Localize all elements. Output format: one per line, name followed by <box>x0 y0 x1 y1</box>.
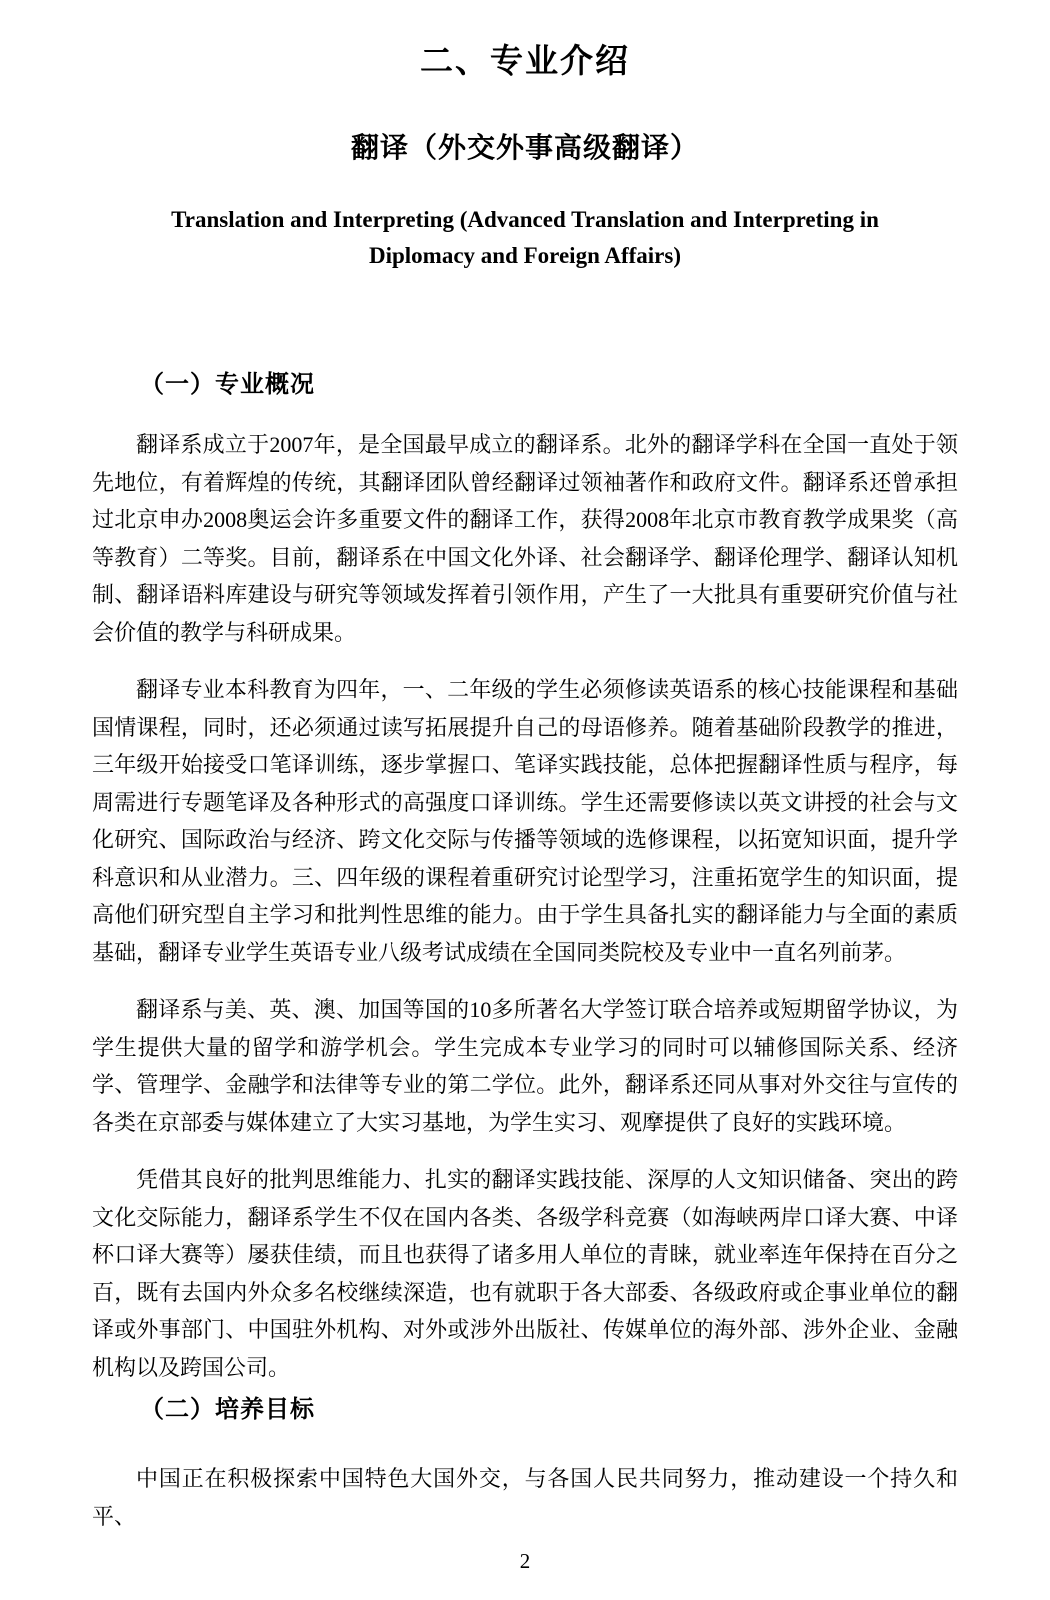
section-heading-overview: （一）专业概况 <box>140 371 315 398</box>
program-title-english-line-1: Translation and Interpreting (Advanced Translation and Interpreting in <box>171 207 879 232</box>
page-title: 二、专业介绍 <box>420 42 630 79</box>
paragraph-overview-4: 凭借其良好的批判思维能力、扎实的翻译实践技能、深厚的人文知识储备、突出的跨文化交际能力，翻译系学生不仅在国内各类、各级学科竞赛（如海峡两岸口译大赛、中译杯口译大赛等）屡获佳绩，而且也获得了诸多用人单位的青睐，就业率连年保持在百分之百，既有去国内外众多名校继续深造，也有就职于各大部委、各级政府或企事业单位的翻译或外事部门、中国驻外机构、对外或涉外出版社、传媒单位的海外部、涉外企业、金融机构以及跨国公司。 <box>92 1167 958 1380</box>
program-title-english <box>92 202 958 274</box>
paragraph-overview-1: 翻译系成立于2007年，是全国最早成立的翻译系。北外的翻译学科在全国一直处于领先地位，有着辉煌的传统，其翻译团队曾经翻译过领袖著作和政府文件。翻译系还曾承担过北京申办2008奥运会许多重要文件的翻译工作，获得2008年北京市教育教学成果奖（高等教育）二等奖。目前，翻译系在中国文化外译、社会翻译学、翻译伦理学、翻译认知机制、翻译语料库建设与研究等领域发挥着引领作用，产生了一大批具有重要研究价值与社会价值的教学与科研成果。 <box>92 432 958 645</box>
program-title-english-line-2: Diplomacy and Foreign Affairs) <box>369 243 681 268</box>
page-number: 2 <box>519 1549 531 1573</box>
paragraph-overview-3: 翻译系与美、英、澳、加国等国的10多所著名大学签订联合培养或短期留学协议，为学生提供大量的留学和游学机会。学生完成本专业学习的同时可以辅修国际关系、经济学、管理学、金融学和法律等专业的第二学位。此外，翻译系还同从事对外交往与宣传的各类在京部委与媒体建立了大实习基地，为学生实习、观摩提供了良好的实践环境。 <box>92 997 958 1135</box>
program-title-chinese: 翻译（外交外事高级翻译） <box>350 132 699 163</box>
paragraph-overview-2: 翻译专业本科教育为四年，一、二年级的学生必须修读英语系的核心技能课程和基础国情课程，同时，还必须通过读写拓展提升自己的母语修养。随着基础阶段教学的推进，三年级开始接受口笔译训练，逐步掌握口、笔译实践技能，总体把握翻译性质与程序，每周需进行专题笔译及各种形式的高强度口译训练。学生还需要修读以英文讲授的社会与文化研究、国际政治与经济、跨文化交际与传播等领域的选修课程，以拓宽知识面，提升学科意识和从业潜力。三、四年级的课程着重研究讨论型学习，注重拓宽学生的知识面，提高他们研究型自主学习和批判性思维的能力。由于学生具备扎实的翻译能力与全面的素质基础，翻译专业学生英语专业八级考试成绩在全国同类院校及专业中一直名列前茅。 <box>92 677 958 965</box>
paragraph-objectives-1: 中国正在积极探索中国特色大国外交，与各国人民共同努力，推动建设一个持久和平、 <box>92 1466 958 1529</box>
section-heading-training-objectives: （二）培养目标 <box>140 1396 315 1423</box>
